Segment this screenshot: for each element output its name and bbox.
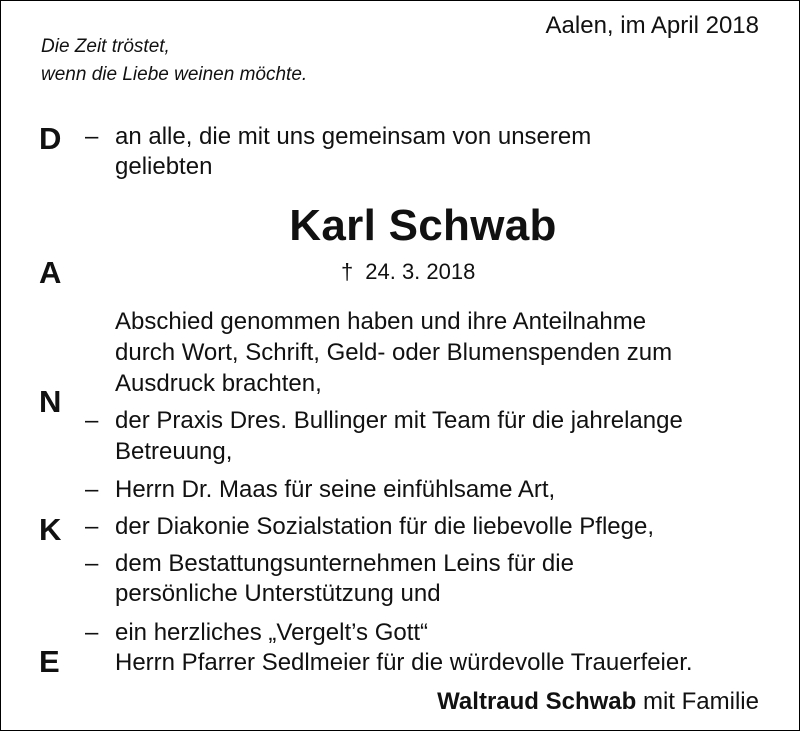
intro-text-cont: geliebten — [115, 153, 213, 180]
dash: – — [85, 619, 99, 646]
place-date: Aalen, im April 2018 — [545, 12, 759, 39]
danke-letter-k: K — [39, 512, 62, 547]
danke-letter-e: E — [39, 644, 60, 679]
cross-icon: † — [341, 259, 354, 284]
deceased-name: Karl Schwab — [289, 201, 557, 250]
thanks-paragraph-line: Abschied genommen haben und ihre Anteilnahme — [115, 308, 647, 335]
thanks-item-cont: persönliche Unterstützung und — [115, 580, 441, 607]
dash: – — [85, 550, 99, 577]
motto-line: Die Zeit tröstet, — [41, 36, 170, 57]
death-date-value: 24. 3. 2018 — [365, 259, 476, 284]
signature — [437, 687, 759, 717]
thanks-paragraph-line: Ausdruck brachten, — [115, 370, 322, 397]
motto — [41, 33, 307, 89]
dash: – — [85, 407, 99, 434]
dash: – — [85, 476, 99, 503]
signature-suffix: mit Familie — [642, 688, 759, 715]
danke-letter-a: A — [39, 255, 62, 290]
thanks-paragraph-line: durch Wort, Schrift, Geld- oder Blumenspenden zum — [115, 339, 673, 366]
dash: – — [85, 123, 99, 150]
thanks-item-cont: Herrn Pfarrer Sedlmeier für die würdevolle Trauerfeier. — [115, 649, 693, 676]
dash: – — [85, 513, 99, 540]
danke-letter-d: D — [39, 121, 62, 156]
thanks-item-cont: Betreuung, — [115, 438, 233, 465]
motto-line: wenn die Liebe weinen möchte. — [41, 64, 308, 85]
danke-letter-n: N — [39, 384, 62, 419]
signature-name: Waltraud Schwab — [437, 688, 637, 715]
obituary-notice: Aalen, im April 2018 Die Zeit tröstet, wenn die Liebe weinen möchte. D A N K E – an alle, die mit uns gemeinsam von unserem geliebten Karl Schwab † 24. 3. 2018 Abschied genommen haben und ihre Anteilnahme durch Wort, Schrift, Geld- oder Blumenspenden zum Ausdruck brachten, – der Praxis Dres. Bullinger mit Team für die jahrelange Betreuung, – Herrn Dr. Maas für seine einfühlsame Art, – der Diakonie Sozialstation für die liebevolle Pflege, – dem Bestattungsunternehmen Leins für die persönliche Unterstützung und – ein herzliches „Vergelt’s Gott“ Herrn Pfarrer Sedlmeier für die würdevolle Trauerfeier. Waltraud Schwab mit Familie — [0, 0, 800, 731]
death-date — [341, 258, 475, 286]
